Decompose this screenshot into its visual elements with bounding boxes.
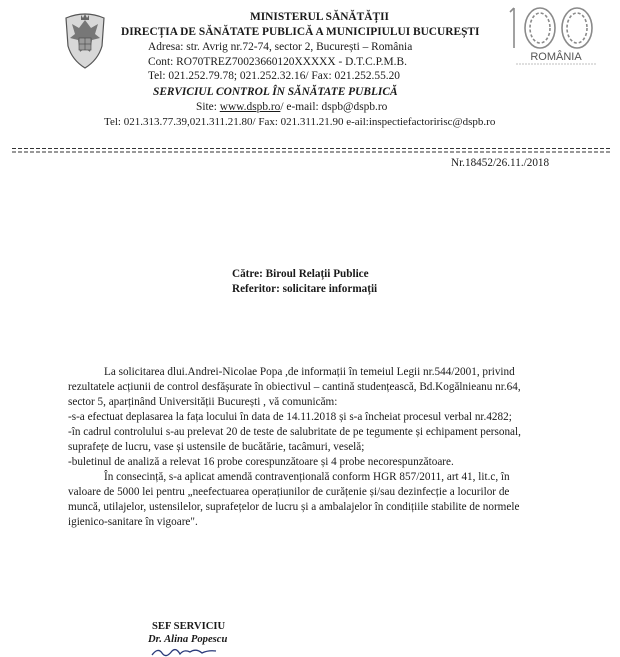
body-line: suprafețe de lucru, vase și ustensile de bucătărie, tacâmuri, veselă; — [68, 441, 365, 453]
site-link[interactable]: www.dspb.ro — [219, 101, 281, 113]
address-line: Adresa: str. Avrig nr.72-74, sector 2, București – România — [148, 41, 413, 53]
directorate-name: DIRECȚIA DE SĂNĂTATE PUBLICĂ A MUNICIPIULUI BUCUREȘTI — [121, 26, 480, 38]
body-line: -în cadrul controlului s-au prelevat 20 de teste de salubritate de pe tegumente și echipament personal, — [68, 426, 521, 438]
coat-of-arms-icon — [62, 12, 108, 70]
service-phone-line: Tel: 021.313.77.39,021.311.21.80/ Fax: 021.311.21.90 e-ail:inspectiefactoririsc@dspb.ro — [104, 116, 496, 128]
email-link[interactable]: dspb@dspb.ro — [321, 101, 388, 113]
site-label: Site: — [196, 101, 220, 113]
header-separator — [12, 147, 612, 154]
signature-title: SEF SERVICIU — [152, 621, 226, 632]
ministry-name: MINISTERUL SĂNĂTĂȚII — [250, 11, 389, 23]
recipient-line: Către: Biroul Relații Publice — [232, 268, 369, 280]
romania-100-logo-icon — [502, 4, 610, 66]
phone-fax-line: Tel: 021.252.79.78; 021.252.32.16/ Fax: 021.252.55.20 — [148, 70, 401, 82]
site-email-line — [196, 101, 387, 113]
body-line: -s-a efectuat deplasarea la fața locului în data de 14.11.2018 și s-a încheiat procesul verbal nr.4282; — [68, 411, 512, 423]
body-line: muncă, utilajelor, ustensilelor, suprafețelor de lucru și a ambalajelor în condițiile stabilite de normele — [68, 501, 520, 513]
service-name: SERVICIUL CONTROL ÎN SĂNĂTATE PUBLICĂ — [153, 86, 398, 98]
subject-line: Referitor: solicitare informații — [232, 283, 378, 295]
bank-account-line: Cont: RO70TREZ70023660120XXXXX - D.T.C.P.M.B. — [148, 56, 407, 68]
body-line: În consecință, s-a aplicat amendă contravențională conform HGR 857/2011, art 41, lit.c, în — [104, 471, 510, 483]
signature-name: Dr. Alina Popescu — [148, 634, 228, 645]
body-line: rezultatele acțiunii de control desfășurate în obiectivul – cantină studențească, Bd.Kogălnieanu nr.64, — [68, 381, 521, 393]
body-line: sector 5, aparținând Universității București , vă comunicăm: — [68, 396, 338, 408]
body-line: valoare de 5000 lei pentru „neefectuarea operațiunilor de curățenie și/sau dezinfecție a locurilor de — [68, 486, 510, 498]
body-line: La solicitarea dlui.Andrei-Nicolae Popa ,de informații în temeiul Legii nr.544/2001, privind — [104, 366, 515, 378]
email-label: / e-mail: — [280, 101, 322, 113]
logo-text: ROMÂNIA — [530, 51, 582, 63]
body-line: -buletinul de analiză a relevat 16 probe corespunzătoare și 4 probe necorespunzătoare. — [68, 456, 454, 468]
body-line: igienico-sanitare în vigoare". — [68, 516, 198, 528]
handwritten-signature — [150, 645, 220, 657]
registration-number: Nr.18452/26.11./2018 — [451, 157, 550, 169]
